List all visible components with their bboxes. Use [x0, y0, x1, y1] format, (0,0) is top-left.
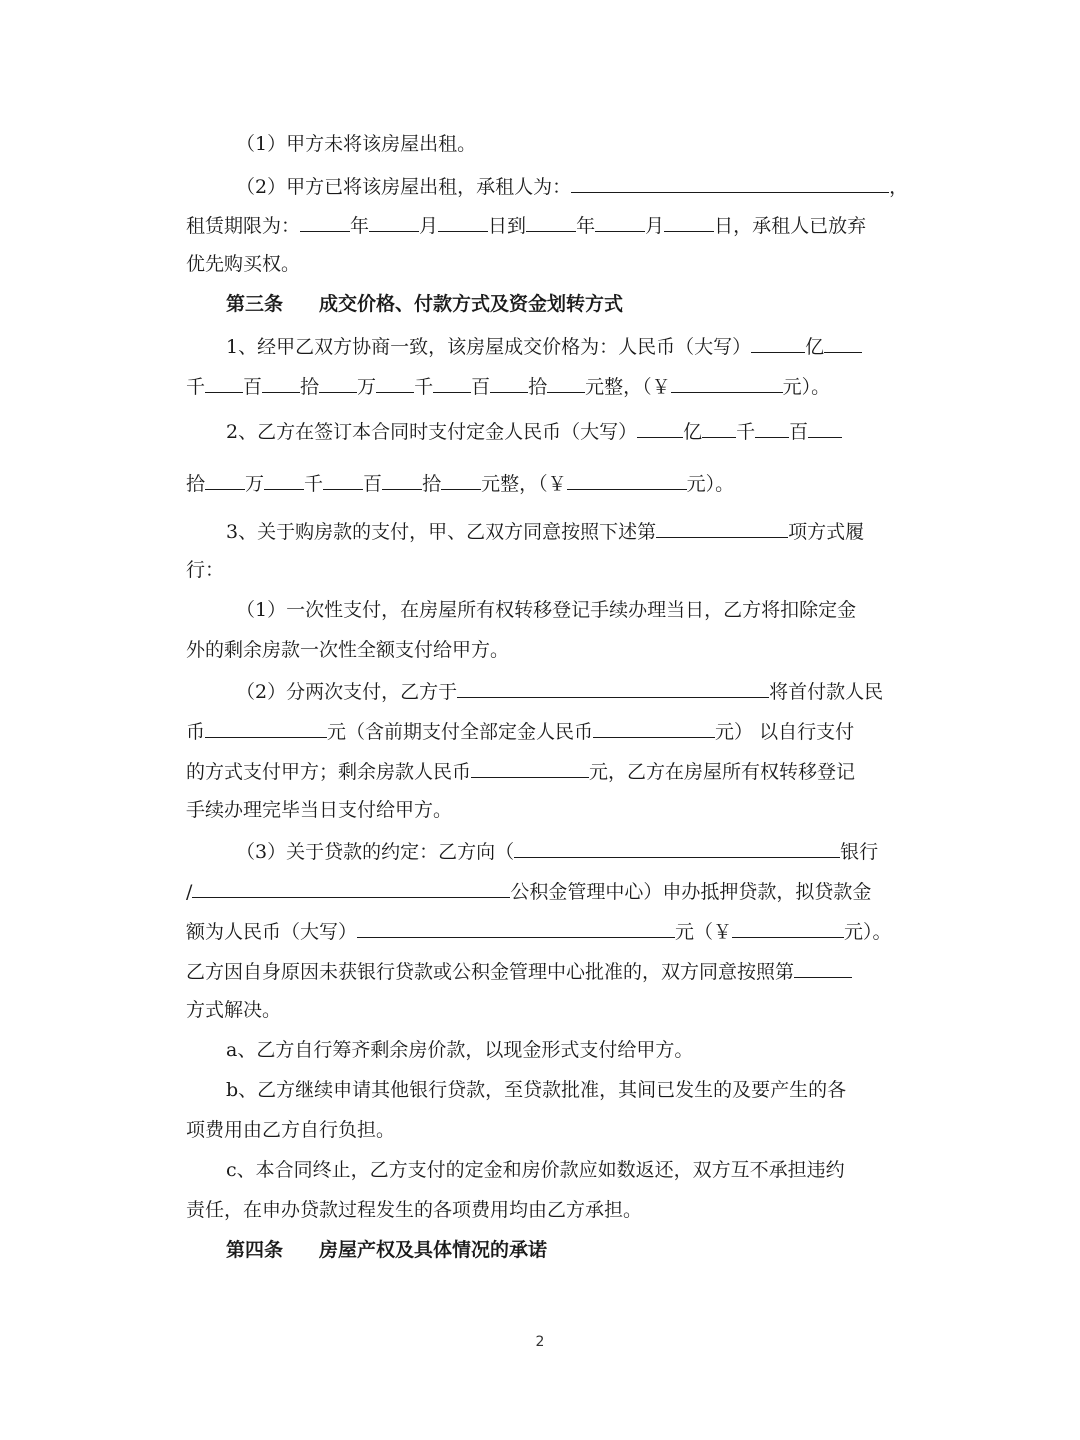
article-number: 第三条 [226, 293, 284, 315]
text: 月 [645, 215, 665, 237]
blank[interactable] [547, 373, 585, 393]
blank-tenant[interactable] [571, 173, 889, 193]
article-title: 成交价格、付款方式及资金划转方式 [319, 293, 624, 315]
payment-option-3-line5 [186, 998, 898, 1022]
payment-option-3-line3 [186, 918, 898, 944]
text: 的方式支付甲方；剩余房款人民币 [186, 761, 472, 783]
blank-fund-center[interactable] [192, 878, 510, 898]
payment-option-3-line4 [186, 958, 898, 984]
blank-amount[interactable] [593, 718, 715, 738]
blank[interactable] [526, 212, 576, 232]
lease-term-tail [186, 252, 898, 276]
text: 将首付款人民 [769, 681, 884, 703]
text: 行： [186, 559, 225, 581]
blank-amount[interactable] [671, 373, 783, 393]
text: a、乙方自行筹齐剩余房价款，以现金形式支付给甲方。 [226, 1039, 694, 1061]
text: 1、经甲乙双方协商一致，该房屋成交价格为：人民币（大写） [226, 336, 752, 358]
blank[interactable] [637, 418, 683, 438]
payment-option-3-line2 [186, 878, 898, 904]
article-title: 房屋产权及具体情况的承诺 [319, 1239, 548, 1261]
text: 乙方因自身原因未获银行贷款或公积金管理中心批准的，双方同意按照第 [186, 961, 795, 983]
text: （2）分两次支付，乙方于 [236, 681, 458, 703]
text: 月 [419, 215, 439, 237]
payment-option-2-line2 [186, 718, 898, 744]
lease-term-line [186, 212, 898, 238]
payment-option-1-line1 [236, 598, 898, 622]
clause-lease-option-2 [236, 173, 909, 199]
text: 千 [736, 421, 756, 443]
text: / [186, 881, 193, 903]
blank[interactable] [205, 373, 243, 393]
text: 千 [414, 376, 434, 398]
blank-option[interactable] [656, 518, 788, 538]
blank[interactable] [376, 373, 414, 393]
text: 元）。 [782, 376, 831, 398]
blank[interactable] [319, 373, 357, 393]
text: 百 [471, 376, 491, 398]
text: 优先购买权。 [186, 253, 301, 275]
text: 拾 [528, 376, 548, 398]
text: 公积金管理中心）申办抵押贷款，拟贷款金 [510, 881, 872, 903]
text: 拾 [422, 473, 442, 495]
article-3-heading [226, 292, 898, 316]
blank[interactable] [664, 212, 714, 232]
clause-3-3-line1 [226, 518, 898, 544]
text: ， [889, 176, 909, 198]
article-4-heading [226, 1238, 898, 1262]
page-number: 2 [535, 1334, 545, 1350]
payment-option-2-line4 [186, 798, 898, 822]
blank[interactable] [433, 373, 471, 393]
blank[interactable] [824, 333, 862, 353]
text: 拾 [300, 376, 320, 398]
text: 币 [186, 721, 206, 743]
text: 外的剩余房款一次性全额支付给甲方。 [186, 639, 510, 661]
text: 租赁期限为： [186, 215, 301, 237]
remedy-c-line1 [226, 1158, 898, 1182]
blank-loan-amount[interactable] [357, 918, 675, 938]
blank[interactable] [595, 212, 645, 232]
text: 日，承租人已放弃 [714, 215, 867, 237]
text: 元（￥ [675, 921, 733, 943]
text: 项方式履 [788, 521, 865, 543]
text: 责任，在申办贷款过程发生的各项费用均由乙方承担。 [186, 1199, 643, 1221]
blank-amount[interactable] [732, 918, 844, 938]
remedy-b-line2 [186, 1118, 898, 1142]
text: 日到 [488, 215, 527, 237]
payment-option-3-line1 [236, 838, 898, 864]
clause-3-1-line1 [226, 333, 898, 359]
blank[interactable] [490, 373, 528, 393]
blank[interactable] [262, 373, 300, 393]
text: 亿 [683, 421, 703, 443]
blank[interactable] [369, 212, 419, 232]
blank-date[interactable] [457, 678, 769, 698]
text: 3、关于购房款的支付，甲、乙双方同意按照下述第 [226, 521, 657, 543]
clause-3-2-line2 [186, 470, 898, 496]
text: 额为人民币（大写） [186, 921, 358, 943]
text: 项费用由乙方自行负担。 [186, 1119, 396, 1141]
payment-option-1-line2 [186, 638, 898, 662]
text: 元整，（￥ [481, 473, 567, 495]
text: 百 [243, 376, 263, 398]
text: 元，乙方在房屋所有权转移登记 [589, 761, 856, 783]
blank[interactable] [382, 470, 422, 490]
text: 银行 [840, 841, 879, 863]
blank-amount[interactable] [205, 718, 327, 738]
text: b、乙方继续申请其他银行贷款，至贷款批准，其间已发生的及要产生的各 [226, 1079, 847, 1101]
blank[interactable] [438, 212, 488, 232]
blank[interactable] [808, 418, 842, 438]
remedy-b-line1 [226, 1078, 898, 1102]
text: 拾 [186, 473, 206, 495]
text: 方式解决。 [186, 999, 282, 1021]
text: 千 [304, 473, 324, 495]
blank[interactable] [205, 470, 245, 490]
text: （2）甲方已将该房屋出租，承租人为： [236, 176, 572, 198]
text: （1）一次性支付，在房屋所有权转移登记手续办理当日，乙方将扣除定金 [236, 599, 857, 621]
payment-option-2-line3 [186, 758, 898, 784]
text: 元）。 [844, 921, 892, 943]
text: （1）甲方未将该房屋出租。 [236, 133, 477, 155]
payment-option-2-line1 [236, 678, 898, 704]
text: 年 [576, 215, 596, 237]
blank[interactable] [441, 470, 481, 490]
blank[interactable] [755, 418, 789, 438]
text: 亿 [805, 336, 825, 358]
blank-option[interactable] [794, 958, 852, 978]
blank[interactable] [264, 470, 304, 490]
clause-3-3-line2 [186, 558, 898, 582]
blank[interactable] [323, 470, 363, 490]
clause-3-1-line2 [186, 373, 898, 399]
blank[interactable] [751, 333, 805, 353]
clause-lease-option-1 [236, 132, 898, 156]
remedy-c-line2 [186, 1198, 898, 1222]
text: 手续办理完毕当日支付给甲方。 [186, 799, 453, 821]
article-number: 第四条 [226, 1239, 284, 1261]
remedy-a [226, 1038, 898, 1062]
blank-amount[interactable] [471, 758, 589, 778]
blank[interactable] [300, 212, 350, 232]
text: 元）。 [686, 473, 735, 495]
text: c、本合同终止，乙方支付的定金和房价款应如数返还，双方互不承担违约 [226, 1159, 845, 1181]
text: （3）关于贷款的约定：乙方向（ [236, 841, 515, 863]
text: 年 [350, 215, 370, 237]
text: 千 [186, 376, 206, 398]
clause-3-2-line1 [226, 418, 898, 444]
text: 元） 以自行支付 [715, 721, 855, 743]
text: 万 [357, 376, 377, 398]
blank-bank[interactable] [514, 838, 840, 858]
blank[interactable] [702, 418, 736, 438]
text: 百 [363, 473, 383, 495]
text: 2、乙方在签订本合同时支付定金人民币（大写） [226, 421, 638, 443]
text: 元整，（￥ [585, 376, 671, 398]
text: 元（含前期支付全部定金人民币 [327, 721, 594, 743]
blank-amount[interactable] [567, 470, 687, 490]
text: 万 [245, 473, 265, 495]
text: 百 [789, 421, 809, 443]
